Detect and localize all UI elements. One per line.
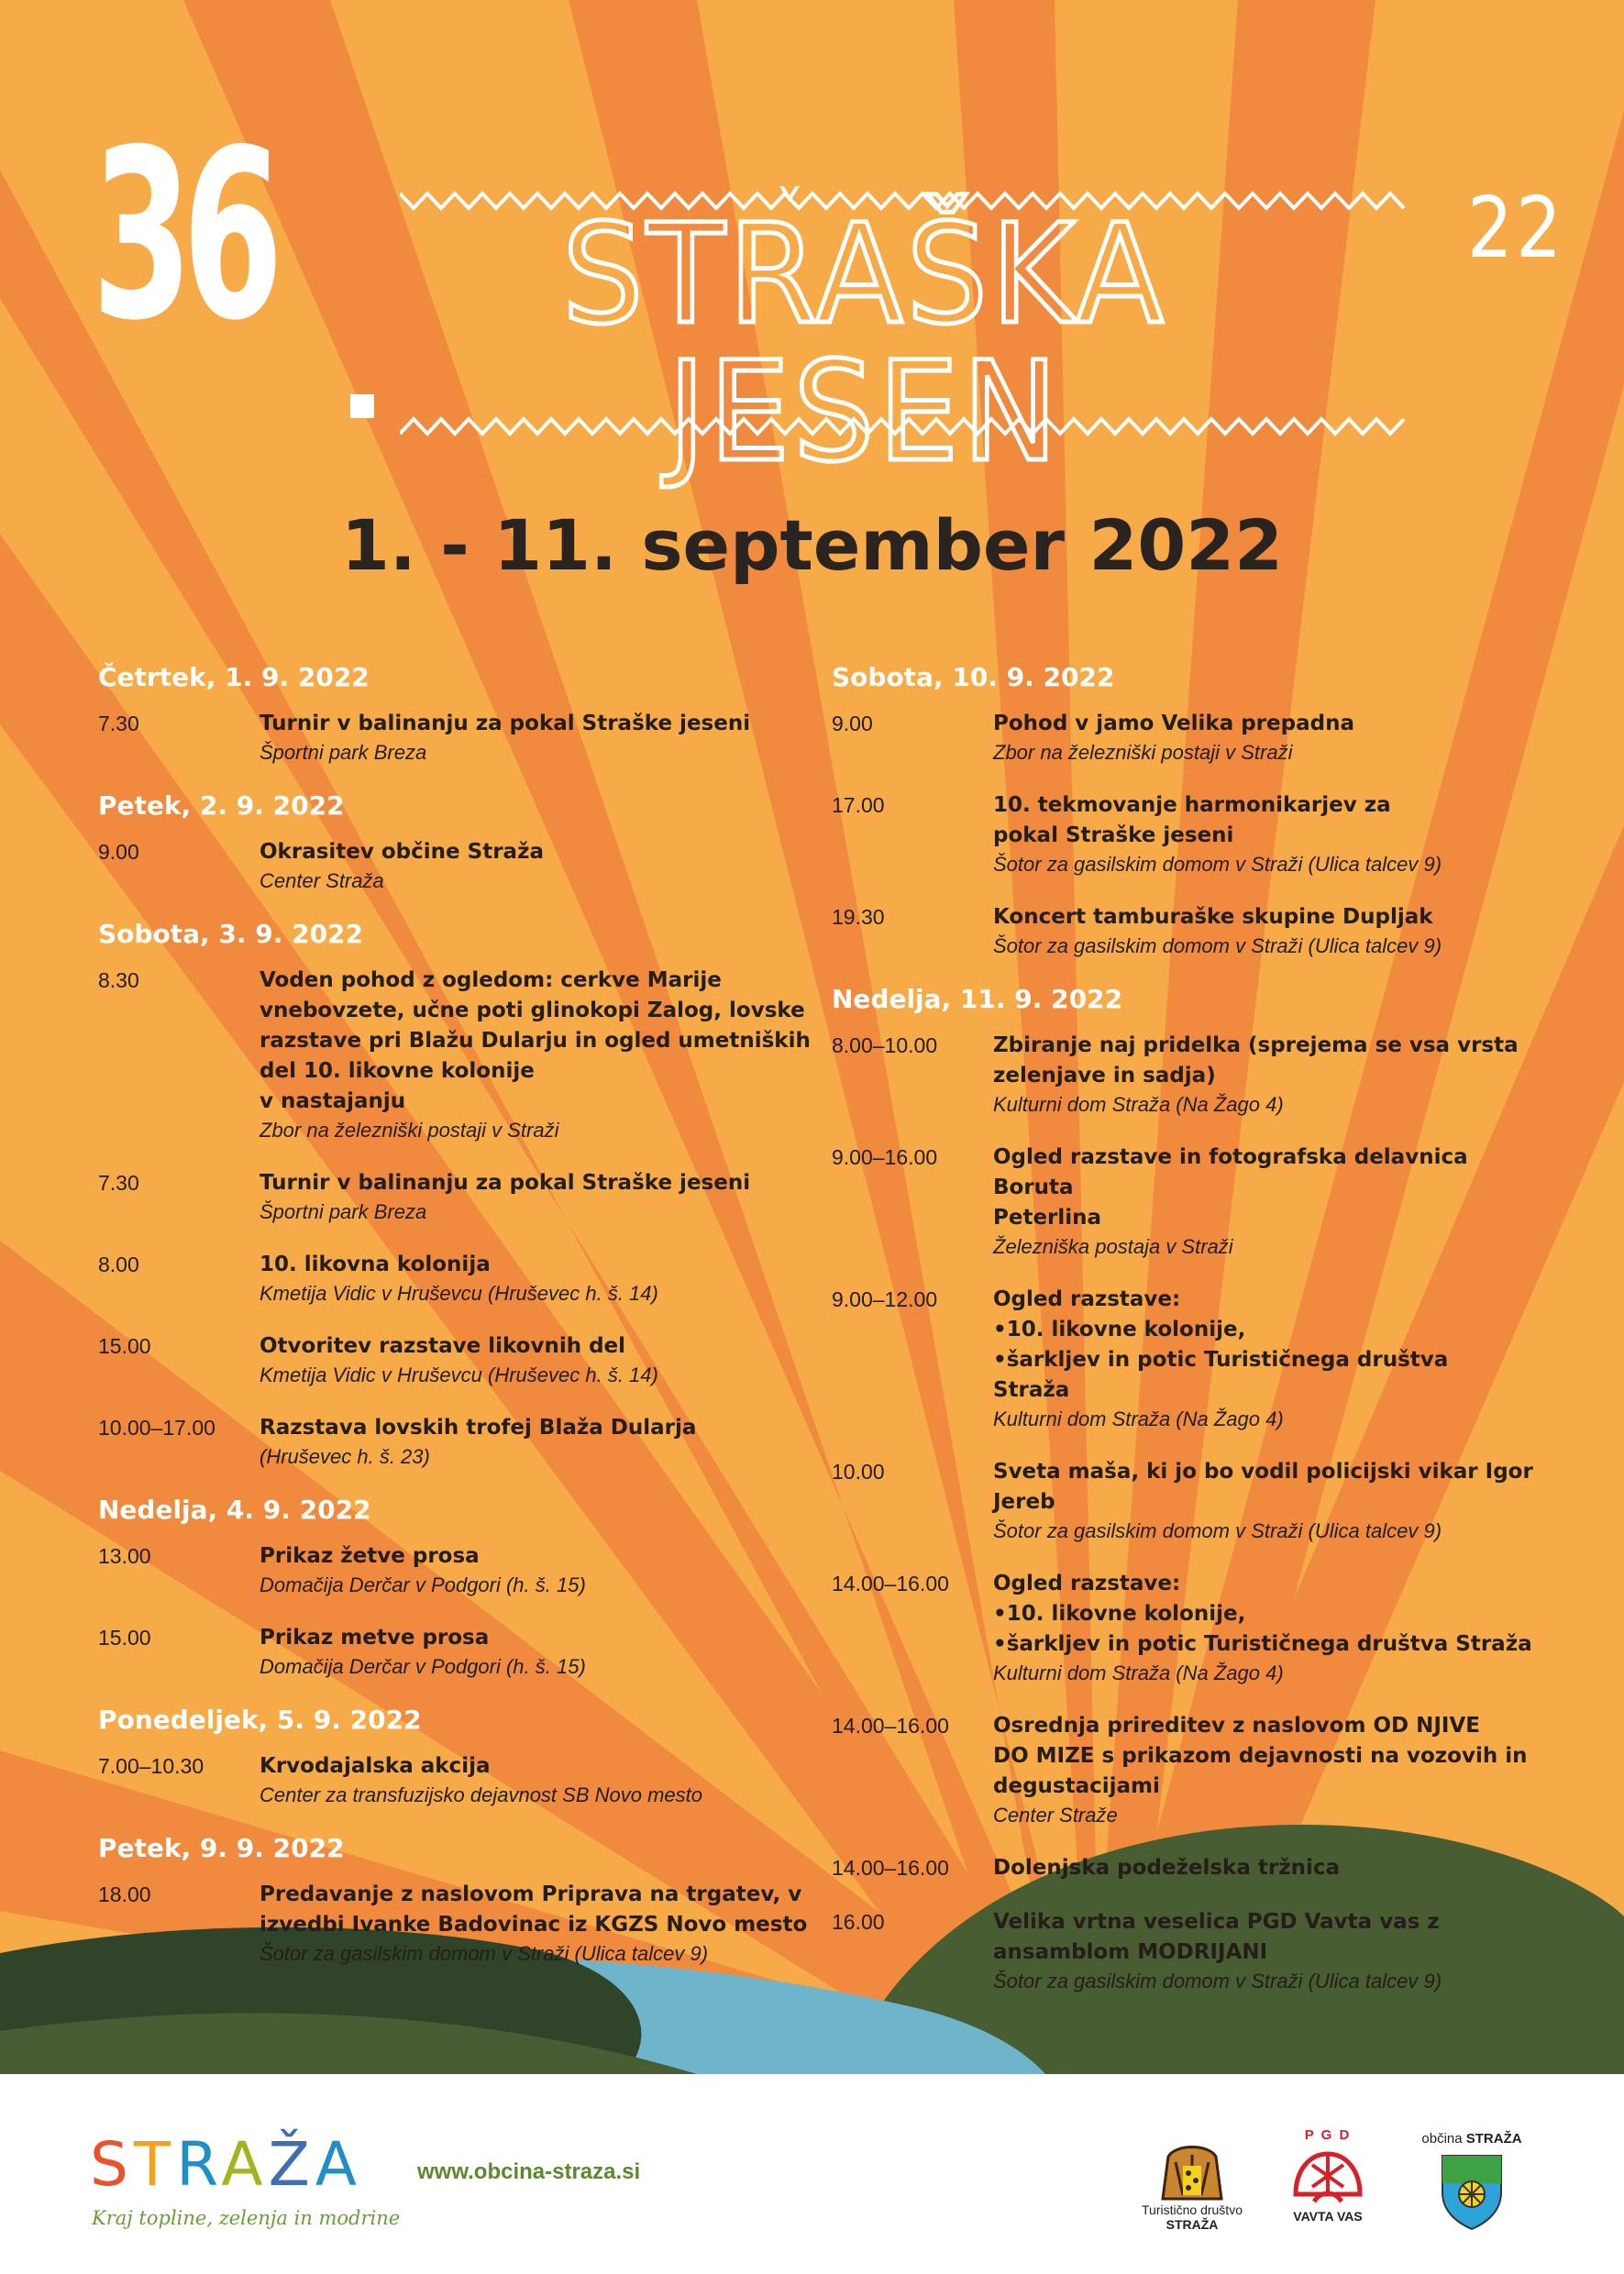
- day-heading: Sobota, 10. 9. 2022: [832, 662, 1115, 692]
- event-title: Okrasitev občine Straža: [260, 840, 544, 864]
- slogan: Kraj topline, zelenja in modrine: [92, 2207, 401, 2229]
- event-title: Razstava lovskih trofej Blaža Dularja: [260, 1416, 697, 1440]
- event-title: Zbiranje naj pridelka (sprejema se vsa vrsta zelenjave in sadja): [993, 1033, 1519, 1087]
- event-details: [993, 709, 1547, 767]
- day-heading: Ponedeljek, 5. 9. 2022: [98, 1705, 422, 1735]
- event-location: Zbor na železniški postaji v Straži: [260, 1119, 559, 1142]
- event-time: 9.00: [98, 840, 139, 864]
- event-location: Kulturni dom Straža (Na Žago 4): [993, 1661, 1284, 1684]
- event-row: [98, 1168, 813, 1226]
- event-location: Domačija Derčar v Podgori (h. š. 15): [260, 1573, 586, 1596]
- event-row: [98, 1880, 813, 1968]
- footer: [0, 2074, 1624, 2274]
- event-row: [98, 1250, 813, 1308]
- event-time: 9.00–16.00: [832, 1145, 938, 1169]
- event-location: Center za transfuzijsko dejavnost SB Novo mesto: [260, 1783, 703, 1806]
- event-details: [993, 1711, 1547, 1829]
- event-title: Pohod v jamo Velika prepadna: [993, 712, 1354, 735]
- day-heading: Petek, 9. 9. 2022: [98, 1833, 345, 1863]
- event-details: [993, 902, 1547, 960]
- event-title: Koncert tamburaške skupine Dupljak: [993, 905, 1433, 929]
- event-details: [260, 966, 813, 1144]
- day-heading: Nedelja, 11. 9. 2022: [832, 984, 1123, 1014]
- event-location: Kulturni dom Straža (Na Žago 4): [993, 1407, 1284, 1430]
- event-title: Ogled razstave: •10. likovne kolonije, •šarkljev in potic Turističnega društva Straža: [993, 1572, 1532, 1656]
- date-range: 1. - 11. september 2022: [341, 504, 1283, 586]
- event-row: [98, 1413, 813, 1471]
- event-time: 7.30: [98, 1171, 139, 1195]
- event-row: [98, 1751, 813, 1809]
- event-time: 7.00–10.30: [98, 1754, 204, 1778]
- event-location: Kulturni dom Straža (Na Žago 4): [993, 1093, 1284, 1116]
- event-location: Železniška postaja v Straži: [993, 1235, 1233, 1258]
- event-title: Velika vrtna veselica PGD Vavta vas z ansamblom MODRIJANI: [993, 1910, 1440, 1964]
- event-time: 8.00: [98, 1253, 139, 1276]
- event-title: Sveta maša, ki jo bo vodil policijski vikar Igor Jereb: [993, 1460, 1533, 1514]
- event-details: [260, 1880, 813, 1968]
- event-details: [993, 790, 1547, 878]
- event-row: [98, 1331, 813, 1389]
- day-heading: Sobota, 3. 9. 2022: [98, 919, 364, 949]
- schedule-left-column: [98, 658, 813, 1992]
- event-details: [993, 1569, 1547, 1687]
- event-time: 7.30: [98, 712, 139, 735]
- event-time: 10.00: [832, 1460, 885, 1484]
- event-time: 15.00: [98, 1334, 151, 1358]
- event-row: [832, 1031, 1547, 1119]
- event-row: [832, 1143, 1547, 1261]
- event-title: Prikaz metve prosa: [260, 1626, 490, 1650]
- event-details: [260, 1250, 813, 1308]
- event-time: 10.00–17.00: [98, 1416, 215, 1440]
- event-row: [832, 1711, 1547, 1829]
- event-title: Prikaz žetve prosa: [260, 1544, 480, 1568]
- event-location: Domačija Derčar v Podgori (h. š. 15): [260, 1655, 586, 1678]
- event-location: (Hruševec h. š. 23): [260, 1445, 430, 1468]
- event-time: 19.30: [832, 905, 885, 929]
- event-row: [98, 1541, 813, 1599]
- day-heading: Nedelja, 4. 9. 2022: [98, 1495, 371, 1525]
- td-caption: Turistično društvo: [1142, 2202, 1243, 2217]
- event-title: Osrednja prireditev z naslovom OD NJIVE DO MIZE s prikazom dejavnosti na vozovih in degustacijami: [993, 1714, 1528, 1798]
- event-title: 10. tekmovanje harmonikarjev za pokal Straške jeseni: [993, 793, 1391, 847]
- day-heading: Četrtek, 1. 9. 2022: [98, 662, 370, 692]
- straza-logo: STRAŽA: [90, 2129, 362, 2200]
- event-details: [260, 837, 813, 895]
- turisticno-drustvo-logo: [1114, 2140, 1270, 2232]
- fire-helmet-icon: [1287, 2143, 1369, 2209]
- schedule-right-column: [832, 658, 1547, 2019]
- event-row: [98, 966, 813, 1144]
- event-row: [832, 902, 1547, 960]
- event-time: 14.00–16.00: [832, 1714, 949, 1738]
- event-time: 16.00: [832, 1910, 885, 1934]
- pgd-vavta-vas-logo: [1264, 2127, 1392, 2224]
- event-time: 14.00–16.00: [832, 1856, 949, 1880]
- event-details: [993, 1031, 1547, 1119]
- event-row: [832, 709, 1547, 767]
- event-details: [260, 1331, 813, 1389]
- edition-number: 36: [92, 100, 273, 372]
- event-location: Center Straža: [260, 869, 384, 892]
- event-title: Dolenjska podeželska tržnica: [993, 1856, 1340, 1880]
- event-row: [98, 837, 813, 895]
- event-details: [993, 1143, 1547, 1261]
- festival-title: STRAŠKA JESEN: [562, 195, 1167, 492]
- event-details: [260, 709, 813, 767]
- event-row: [832, 1285, 1547, 1433]
- event-row: [98, 1623, 813, 1681]
- obcina-caption: občina STRAŽA: [1421, 2131, 1522, 2147]
- event-location: Kmetija Vidic v Hruševcu (Hruševec h. š. 14): [260, 1363, 658, 1386]
- event-location: Zbor na železniški postaji v Straži: [993, 741, 1293, 764]
- event-location: Šotor za gasilskim domom v Straži (Ulica talcev 9): [993, 934, 1442, 957]
- event-details: [993, 1285, 1547, 1433]
- event-row: [832, 790, 1547, 878]
- obcina-straza-logo: [1403, 2131, 1541, 2231]
- event-details: [260, 1751, 813, 1809]
- event-title: 10. likovna kolonija: [260, 1253, 491, 1276]
- event-title: Turnir v balinanju za pokal Straške jeseni: [260, 712, 751, 735]
- event-location: Športni park Breza: [260, 741, 427, 764]
- event-row: [832, 1853, 1547, 1883]
- event-title: Otvoritev razstave likovnih del: [260, 1334, 626, 1358]
- cake-icon: [1155, 2140, 1229, 2202]
- edition-number-dot: [350, 394, 374, 418]
- festival-title-block: [400, 188, 1409, 492]
- event-details: [260, 1168, 813, 1226]
- event-time: 15.00: [98, 1626, 151, 1650]
- event-details: [260, 1541, 813, 1599]
- event-title: Predavanje z naslovom Priprava na trgatev, v izvedbi Ivanke Badovinac iz KGZS Novo mesto: [260, 1882, 808, 1937]
- event-row: [98, 709, 813, 767]
- event-row: [832, 1457, 1547, 1545]
- website-link[interactable]: www.obcina-straza.si: [417, 2159, 641, 2184]
- event-location: Kmetija Vidic v Hruševcu (Hruševec h. š. 14): [260, 1282, 658, 1305]
- pgd-letters: P G D: [1304, 2127, 1352, 2143]
- event-location: Šotor za gasilskim domom v Straži (Ulica talcev 9): [993, 1519, 1442, 1542]
- event-time: 17.00: [832, 793, 885, 817]
- event-details: [993, 1457, 1547, 1545]
- event-location: Center Straže: [993, 1804, 1118, 1827]
- pgd-caption: VAVTA VAS: [1293, 2209, 1363, 2224]
- event-time: 8.00–10.00: [832, 1033, 938, 1057]
- event-details: [993, 1907, 1547, 1995]
- event-title: Ogled razstave in fotografska delavnica Boruta Peterlina: [993, 1145, 1468, 1230]
- event-location: Športni park Breza: [260, 1200, 427, 1223]
- event-details: [993, 1853, 1547, 1883]
- title-zigzag-bottom: [400, 408, 1409, 445]
- event-time: 9.00–12.00: [832, 1287, 938, 1311]
- event-location: Šotor za gasilskim domom v Straži (Ulica talcev 9): [993, 1970, 1442, 1993]
- event-time: 13.00: [98, 1544, 151, 1568]
- event-time: 9.00: [832, 712, 873, 735]
- event-details: [260, 1413, 813, 1471]
- event-time: 18.00: [98, 1882, 151, 1906]
- year-suffix: 22: [1467, 179, 1565, 277]
- event-time: 8.30: [98, 968, 139, 992]
- event-time: 14.00–16.00: [832, 1572, 949, 1595]
- day-heading: Petek, 2. 9. 2022: [98, 790, 345, 821]
- event-details: [260, 1623, 813, 1681]
- event-title: Krvodajalska akcija: [260, 1754, 491, 1778]
- event-title: Turnir v balinanju za pokal Straške jeseni: [260, 1171, 751, 1195]
- event-row: [832, 1907, 1547, 1995]
- td-caption-name: STRAŽA: [1166, 2217, 1219, 2232]
- event-location: Šotor za gasilskim domom v Straži (Ulica talcev 9): [260, 1942, 709, 1965]
- coat-of-arms-icon: [1439, 2152, 1505, 2231]
- event-location: Šotor za gasilskim domom v Straži (Ulica talcev 9): [993, 853, 1442, 876]
- event-title: Ogled razstave: •10. likovne kolonije, •šarkljev in potic Turističnega društva Straža: [993, 1287, 1449, 1402]
- event-title: Voden pohod z ogledom: cerkve Marije vnebovzete, učne poti glinokopi Zalog, lovske razstave pri Blažu Dularju in ogled umetniških del 10. likovne kolonije v nastajanju: [260, 968, 811, 1113]
- event-row: [832, 1569, 1547, 1687]
